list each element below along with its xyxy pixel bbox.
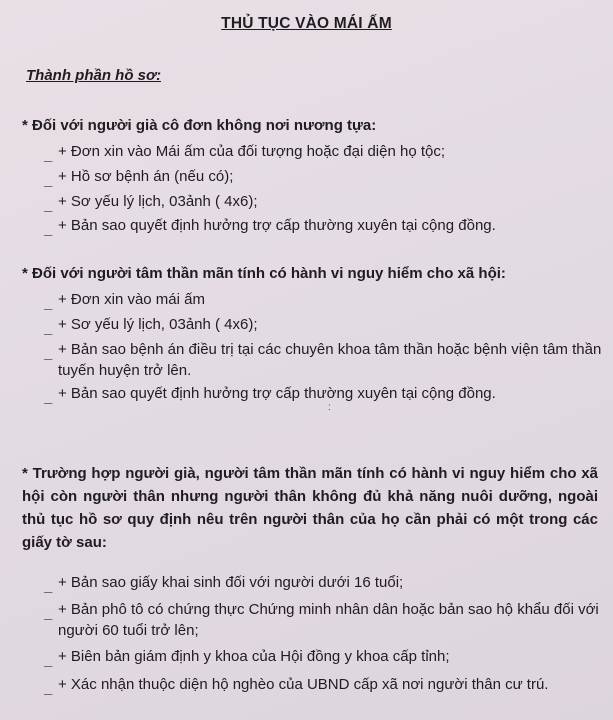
dash-marker: _ — [44, 389, 53, 406]
list-item — [44, 599, 604, 641]
list-item — [44, 215, 604, 236]
list-item-text: + Bản sao giấy khai sinh đối với người dưới 16 tuổi; — [58, 574, 404, 591]
section2-heading: * Đối với người tâm thần mãn tính có hành vi nguy hiểm cho xã hội: — [22, 265, 506, 282]
list-item-text: + Xác nhận thuộc diện hộ nghèo của UBND cấp xã nơi người thân cư trú. — [58, 676, 549, 693]
dash-marker: _ — [44, 680, 53, 697]
list-item — [44, 289, 604, 310]
page-title: THỦ TỤC VÀO MÁI ẤM — [221, 15, 392, 32]
dash-marker: _ — [44, 345, 53, 362]
list-item — [44, 141, 604, 162]
dash-marker: _ — [44, 320, 53, 337]
dash-marker: _ — [44, 578, 53, 595]
list-item-text: + Đơn xin vào Mái ấm của đối tượng hoặc đại diện họ tộc; — [58, 143, 446, 160]
list-item-text: + Đơn xin vào mái ấm — [58, 291, 205, 308]
list-item — [44, 572, 604, 593]
dash-marker: _ — [44, 147, 53, 164]
list-item-text: + Biên bản giám định y khoa của Hội đồng y khoa cấp tỉnh; — [58, 648, 450, 665]
print-speck: : — [328, 402, 331, 413]
section3-paragraph: * Trường hợp người già, người tâm thần mãn tính có hành vi nguy hiểm cho xã hội còn người thân nhưng người thân không đủ khả năng nuôi dưỡng, ngoài thủ tục hồ sơ quy định nêu trên người thân của họ cần phải có một trong các giấy tờ sau: — [22, 465, 598, 551]
list-item — [44, 314, 604, 335]
list-item-text: + Bản sao bệnh án điều trị tại các chuyên khoa tâm thần hoặc bệnh viện tâm thần tuyến huyện trở lên. — [58, 341, 602, 379]
dash-marker: _ — [44, 652, 53, 669]
list-item — [44, 191, 604, 212]
list-item-text: + Bản sao quyết định hưởng trợ cấp thường xuyên tại cộng đồng. — [58, 217, 496, 234]
list-item — [44, 339, 604, 381]
list-item-text: + Hồ sơ bệnh án (nếu có); — [58, 168, 234, 185]
list-item-text: + Sơ yếu lý lịch, 03ảnh ( 4x6); — [58, 193, 258, 210]
section1-heading: * Đối với người già cô đơn không nơi nương tựa: — [22, 117, 377, 134]
list-item-text: + Sơ yếu lý lịch, 03ảnh ( 4x6); — [58, 316, 258, 333]
dash-marker: _ — [44, 605, 53, 622]
list-item — [44, 166, 604, 187]
section-subtitle: Thành phần hồ sơ: — [26, 67, 162, 84]
list-item-text: + Bản phô tô có chứng thực Chứng minh nhân dân hoặc bản sao hộ khẩu đối với người 60 tuổi trở lên; — [58, 601, 599, 639]
list-item — [44, 383, 604, 404]
list-item — [44, 674, 604, 695]
dash-marker: _ — [44, 172, 53, 189]
list-item — [44, 646, 604, 667]
list-item-text: + Bản sao quyết định hưởng trợ cấp thường xuyên tại cộng đồng. — [58, 385, 496, 402]
dash-marker: _ — [44, 295, 53, 312]
dash-marker: _ — [44, 197, 53, 214]
dash-marker: _ — [44, 221, 53, 238]
